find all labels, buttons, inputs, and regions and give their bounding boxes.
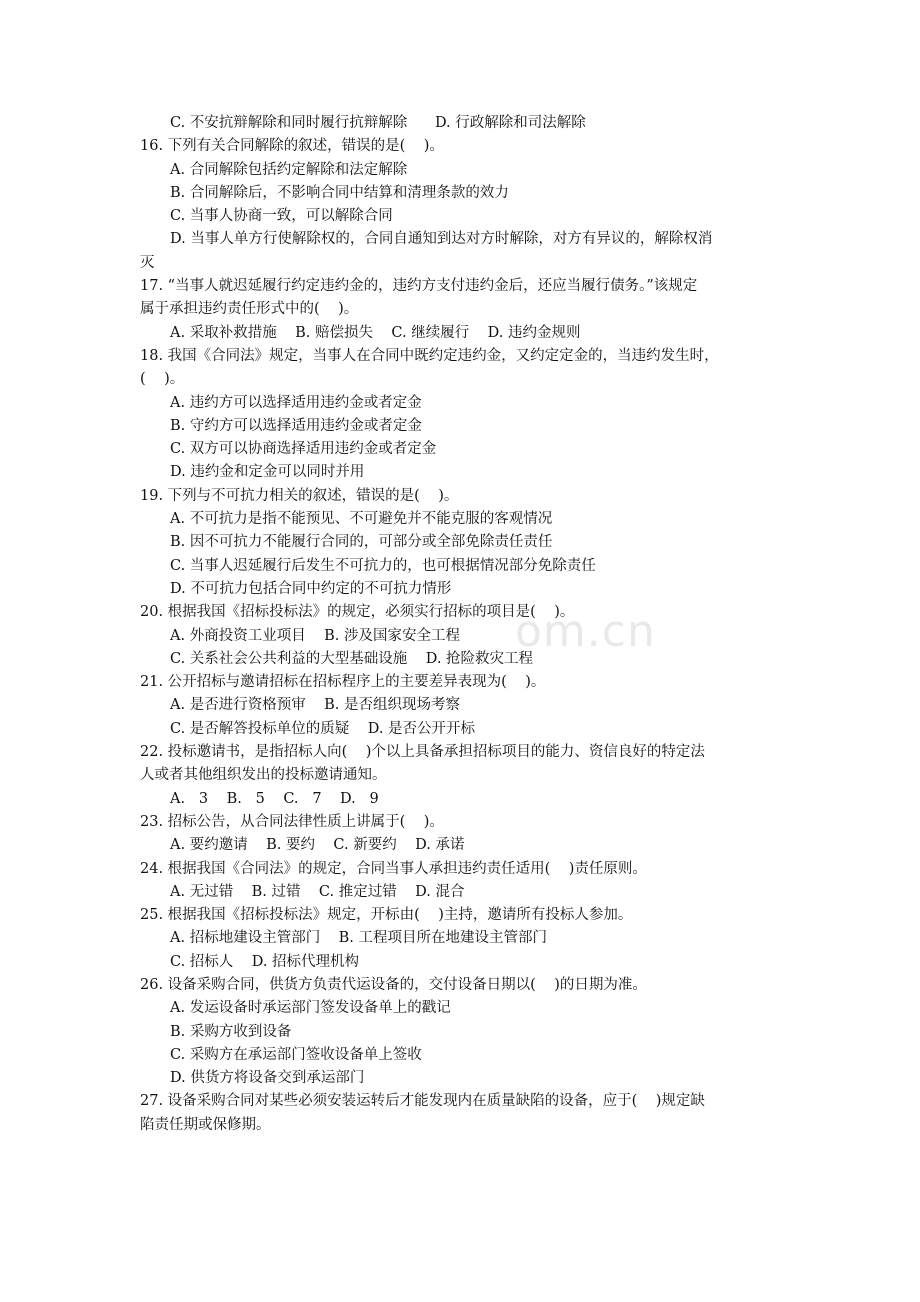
question-line: 16. 下列有关合同解除的叙述，错误的是( )。 bbox=[140, 138, 444, 155]
question-line: 26. 设备采购合同，供货方负责代运设备的，交付设备日期以( )的日期为准。 bbox=[140, 976, 647, 993]
answer-option-line: A. 发运设备时承运部门签发设备单上的戳记 bbox=[170, 1000, 451, 1017]
answer-option-line: C. 采购方在承运部门签收设备单上签收 bbox=[170, 1046, 422, 1063]
answer-option-line: A. 违约方可以选择适用违约金或者定金 bbox=[170, 394, 422, 411]
answer-option-line: C. 招标人 D. 招标代理机构 bbox=[170, 953, 360, 970]
answer-option-line: A. 采取补救措施 B. 赔偿损失 C. 继续履行 D. 违约金规则 bbox=[170, 324, 581, 341]
answer-option-line: C. 当事人迟延履行后发生不可抗力的，也可根据情况部分免除责任 bbox=[170, 557, 596, 574]
answer-option-line: D. 不可抗力包括合同中约定的不可抗力情形 bbox=[170, 580, 452, 597]
question-line: ( )。 bbox=[140, 371, 185, 388]
answer-option-line: C. 双方可以协商选择适用违约金或者定金 bbox=[170, 441, 437, 458]
question-line: 27. 设备采购合同对某些必须安装运转后才能发现内在质量缺陷的设备，应于( )规定缺 bbox=[140, 1093, 705, 1110]
question-line: 24. 根据我国《合同法》的规定，合同当事人承担违约责任适用( )责任原则。 bbox=[140, 860, 647, 877]
answer-option-line: C. 当事人协商一致，可以解除合同 bbox=[170, 208, 393, 225]
answer-option-line: D. 违约金和定金可以同时并用 bbox=[170, 464, 365, 481]
question-line: 21. 公开招标与邀请招标在招标程序上的主要差异表现为( )。 bbox=[140, 674, 546, 691]
answer-option-line: A. 招标地建设主管部门 B. 工程项目所在地建设主管部门 bbox=[170, 930, 547, 947]
answer-option-line: C. 关系社会公共利益的大型基础设施 D. 抢险救灾工程 bbox=[170, 650, 534, 667]
question-line: 19. 下列与不可抗力相关的叙述，错误的是( )。 bbox=[140, 487, 459, 504]
answer-option-line: A. 不可抗力是指不能预见、不可避免并不能克服的客观情况 bbox=[170, 511, 553, 528]
answer-option-line: A. 是否进行资格预审 B. 是否组织现场考察 bbox=[170, 697, 460, 714]
question-line: 18. 我国《合同法》规定，当事人在合同中既约定违约金，又约定定金的，当违约发生时， bbox=[140, 347, 719, 364]
question-line: 灭 bbox=[140, 254, 155, 271]
answer-option-line: B. 合同解除后，不影响合同中结算和清理条款的效力 bbox=[170, 184, 509, 201]
answer-option-line: B. 因不可抗力不能履行合同的，可部分或全部免除责任责任 bbox=[170, 534, 553, 551]
answer-option-line: A. 无过错 B. 过错 C. 推定过错 D. 混合 bbox=[170, 883, 465, 900]
answer-option-line: B. 守约方可以选择适用违约金或者定金 bbox=[170, 417, 422, 434]
question-line: 20. 根据我国《招标投标法》的规定，必须实行招标的项目是( )。 bbox=[140, 604, 575, 621]
answer-option-line: C. 不安抗辩解除和同时履行抗辩解除 D. 行政解除和司法解除 bbox=[170, 115, 586, 131]
answer-option-line: D. 供货方将设备交到承运部门 bbox=[170, 1070, 365, 1087]
answer-option-line: C. 是否解答投标单位的质疑 D. 是否公开开标 bbox=[170, 720, 476, 737]
question-line: 22. 投标邀请书，是指招标人向( )个以上具备承担招标项目的能力、资信良好的特定法 bbox=[140, 744, 705, 761]
question-line: 陷责任期或保修期。 bbox=[140, 1116, 271, 1133]
answer-option-line: A. 外商投资工业项目 B. 涉及国家安全工程 bbox=[170, 627, 460, 644]
answer-option-line: D. 当事人单方行使解除权的，合同自通知到达对方时解除，对方有异议的，解除权消 bbox=[170, 231, 713, 248]
question-line: 23. 招标公告，从合同法律性质上讲属于( )。 bbox=[140, 813, 444, 830]
answer-option-line: A. 要约邀请 B. 要约 C. 新要约 D. 承诺 bbox=[170, 837, 465, 854]
answer-option-line: A. 合同解除包括约定解除和法定解除 bbox=[170, 161, 408, 178]
question-line: 人或者其他组织发出的投标邀请通知。 bbox=[140, 767, 387, 784]
question-line: 17. “当事人就迟延履行约定违约金的，违约方支付违约金后，还应当履行债务。”该规定 bbox=[140, 278, 698, 295]
answer-option-line: A. 3 B. 5 C. 7 D. 9 bbox=[170, 790, 379, 807]
question-list bbox=[140, 112, 800, 1137]
answer-option-line: B. 采购方收到设备 bbox=[170, 1023, 292, 1040]
question-line: 25. 根据我国《招标投标法》规定，开标由( )主持，邀请所有投标人参加。 bbox=[140, 907, 633, 924]
watermark: om.cn bbox=[515, 606, 656, 657]
question-line: 属于承担违约责任形式中的( )。 bbox=[140, 301, 359, 318]
